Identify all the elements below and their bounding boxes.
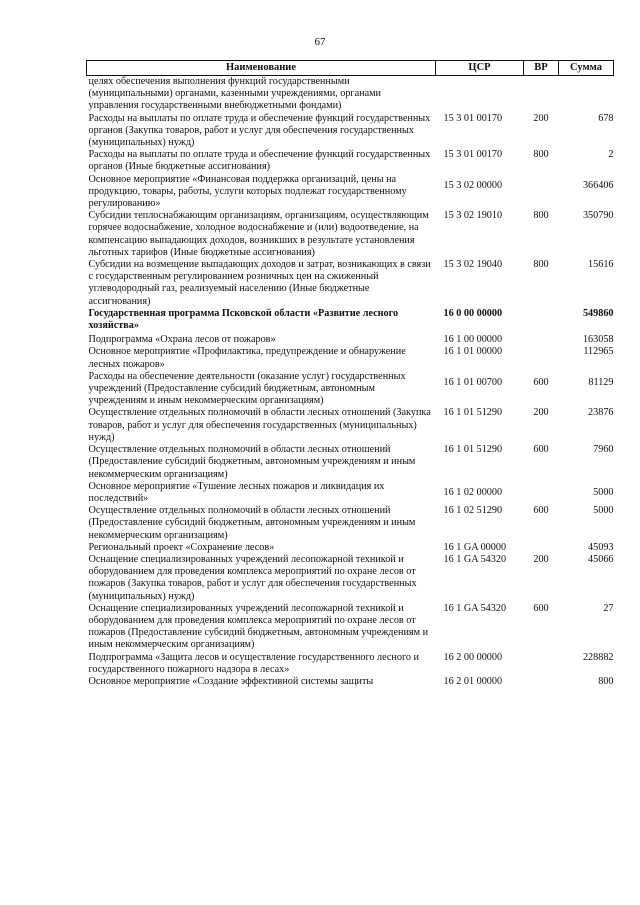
cell-name: Подпрограмма «Охрана лесов от пожаров» <box>88 334 276 346</box>
cell-sum: 2 <box>608 149 614 161</box>
cell-sum <box>559 76 614 113</box>
cell-csr: 16 1 GA 00000 <box>443 541 507 553</box>
cell-name: Расходы на выплаты по оплате труда и обеспечение функций государственных органов (Закупка товаров, работ и услуг для обеспечения государственных (муниципальных) нужд) <box>88 112 431 149</box>
cell-vr: 600 <box>533 376 549 388</box>
cell-vr <box>524 481 559 505</box>
cell-csr: 16 1 01 51290 <box>443 444 503 456</box>
cell-vr <box>524 542 559 554</box>
table-row <box>87 346 614 370</box>
table-row <box>87 149 614 173</box>
cell-csr: 16 1 01 00700 <box>443 376 503 388</box>
table-row <box>87 210 614 259</box>
cell-csr: 16 0 00 00000 <box>443 307 503 319</box>
table-row <box>87 603 614 652</box>
cell-vr <box>524 652 559 676</box>
cell-csr: 16 1 02 51290 <box>443 505 503 517</box>
cell-vr: 800 <box>533 259 549 271</box>
cell-vr: 600 <box>533 602 549 614</box>
cell-vr <box>524 676 559 688</box>
cell-vr: 200 <box>533 407 549 419</box>
header-vr: ВР <box>524 61 559 76</box>
cell-name: Основное мероприятие «Финансовая поддержка организаций, цены на продукцию, товары, работы, услуги которых подлежат государственному регулированию» <box>88 173 407 210</box>
cell-csr: 16 1 01 00000 <box>443 346 503 358</box>
cell-vr <box>524 334 559 346</box>
budget-table <box>86 60 614 688</box>
table-row <box>87 676 614 688</box>
table-row <box>87 481 614 505</box>
cell-sum: 350790 <box>582 210 614 222</box>
table-row <box>87 174 614 211</box>
header-name: Наименование <box>87 61 436 76</box>
cell-sum: 5000 <box>593 505 614 517</box>
cell-csr: 16 1 01 51290 <box>443 407 503 419</box>
cell-csr: 15 3 02 19010 <box>443 210 503 222</box>
cell-csr: 15 3 01 00170 <box>443 112 503 124</box>
cell-sum: 678 <box>598 112 614 124</box>
cell-name: Основное мероприятие «Создание эффективной системы защиты <box>88 675 374 687</box>
cell-csr: 16 1 GA 54320 <box>443 553 507 565</box>
cell-vr: 200 <box>533 553 549 565</box>
cell-sum: 15616 <box>588 259 614 271</box>
cell-name: Государственная программа Псковской области «Развитие лесного хозяйства» <box>88 307 399 332</box>
cell-sum: 112965 <box>583 346 614 358</box>
page-number: 67 <box>314 36 326 48</box>
cell-sum: 228882 <box>582 651 614 663</box>
budget-table-container <box>86 60 613 688</box>
cell-name: Оснащение специализированных учреждений лесопожарной техникой и оборудованием для проведения комплекса мероприятий по охране лесов от пожаров (Предоставление субсидий бюджетным, автономным учреждениям и иным некоммерческим организациям) <box>88 602 429 651</box>
table-row <box>87 554 614 603</box>
cell-name: Расходы на обеспечение деятельности (оказание услуг) государственных учреждений (Предоставление субсидий бюджетным, автономным учреждениям и иным некоммерческим организациям) <box>88 370 406 407</box>
cell-name: целях обеспечения выполнения функций государственными (муниципальными) органами, казенными учреждениями, органами управления государственными внебюджетными фондами) <box>88 76 381 112</box>
cell-csr: 16 2 00 00000 <box>443 651 503 663</box>
table-row <box>87 259 614 308</box>
cell-vr <box>524 308 559 334</box>
cell-sum: 7960 <box>593 444 614 456</box>
table-row <box>87 652 614 676</box>
cell-vr <box>524 346 559 370</box>
cell-name: Субсидии теплоснабжающим организациям, организациям, осуществляющим горячее водоснабжение, холодное водоснабжение и (или) водоотведение, на компенсацию выпадающих доходов, возникших в результате установления льготных тарифов (Иные бюджетные ассигнования) <box>88 210 429 258</box>
table-row <box>87 113 614 150</box>
cell-vr: 600 <box>533 505 549 517</box>
header-sum: Сумма <box>559 61 614 76</box>
cell-name: Осуществление отдельных полномочий в области лесных отношений (Предоставление субсидий бюджетным, автономным учреждениям и иным некоммерческим организациям) <box>88 444 416 480</box>
cell-csr: 15 3 02 19040 <box>443 259 503 271</box>
cell-vr: 600 <box>533 444 549 456</box>
cell-sum: 366406 <box>582 179 614 191</box>
cell-name: Региональный проект «Сохранение лесов» <box>88 541 275 553</box>
cell-sum: 45066 <box>588 553 614 565</box>
table-row <box>87 76 614 113</box>
cell-sum: 5000 <box>593 486 614 498</box>
table-row <box>87 371 614 408</box>
cell-sum: 81129 <box>588 376 614 388</box>
cell-sum: 800 <box>598 675 614 687</box>
cell-name: Основное мероприятие «Профилактика, предупреждение и обнаружение лесных пожаров» <box>88 346 406 370</box>
table-row <box>87 308 614 334</box>
cell-sum: 45093 <box>588 541 614 553</box>
table-header-row <box>87 61 614 76</box>
cell-sum: 549860 <box>582 307 614 319</box>
cell-name: Осуществление отдельных полномочий в области лесных отношений (Предоставление субсидий бюджетным, автономным учреждениям и иным некоммерческим организациям) <box>88 505 416 541</box>
cell-vr <box>524 76 559 113</box>
cell-csr: 15 3 02 00000 <box>443 179 503 191</box>
header-csr: ЦСР <box>436 61 524 76</box>
cell-vr <box>524 174 559 211</box>
table-row <box>87 334 614 346</box>
table-row <box>87 444 614 481</box>
cell-vr: 800 <box>533 210 549 222</box>
cell-vr: 800 <box>533 149 549 161</box>
table-body <box>87 76 614 689</box>
cell-csr <box>436 76 524 113</box>
cell-name: Основное мероприятие «Тушение лесных пожаров и ликвидация их последствий» <box>88 480 385 504</box>
cell-csr: 15 3 01 00170 <box>443 149 503 161</box>
cell-csr: 16 1 02 00000 <box>443 486 503 498</box>
cell-name: Субсидии на возмещение выпадающих доходов и затрат, возникающих в связи с государственным регулированием розничных цен на сжиженный углеводородный газ, реализуемый населению (Иные бюджетные ассигнования) <box>88 259 431 307</box>
cell-name: Оснащение специализированных учреждений лесопожарной техникой и оборудованием для проведения комплекса мероприятий по охране лесов от пожаров (Закупка товаров, работ и услуг для обеспечения государственных (муниципальных) нужд) <box>88 553 417 602</box>
cell-csr: 16 1 GA 54320 <box>443 602 507 614</box>
cell-name: Расходы на выплаты по оплате труда и обеспечение функций государственных органов (Иные бюджетные ассигнования) <box>88 149 431 173</box>
cell-sum: 23876 <box>588 407 614 419</box>
cell-csr: 16 1 00 00000 <box>443 334 503 346</box>
table-row <box>87 407 614 444</box>
cell-csr: 16 2 01 00000 <box>443 675 503 687</box>
cell-name: Осуществление отдельных полномочий в области лесных отношений (Закупка товаров, работ и услуг для обеспечения государственных (муниципальных) нужд) <box>88 407 431 443</box>
cell-name: Подпрограмма «Защита лесов и осуществление государственного лесного и государственного пожарного надзора в лесах» <box>88 651 419 675</box>
table-row <box>87 505 614 542</box>
cell-vr: 200 <box>533 112 549 124</box>
table-row <box>87 542 614 554</box>
cell-sum: 163058 <box>582 334 614 346</box>
cell-sum: 27 <box>603 602 614 614</box>
